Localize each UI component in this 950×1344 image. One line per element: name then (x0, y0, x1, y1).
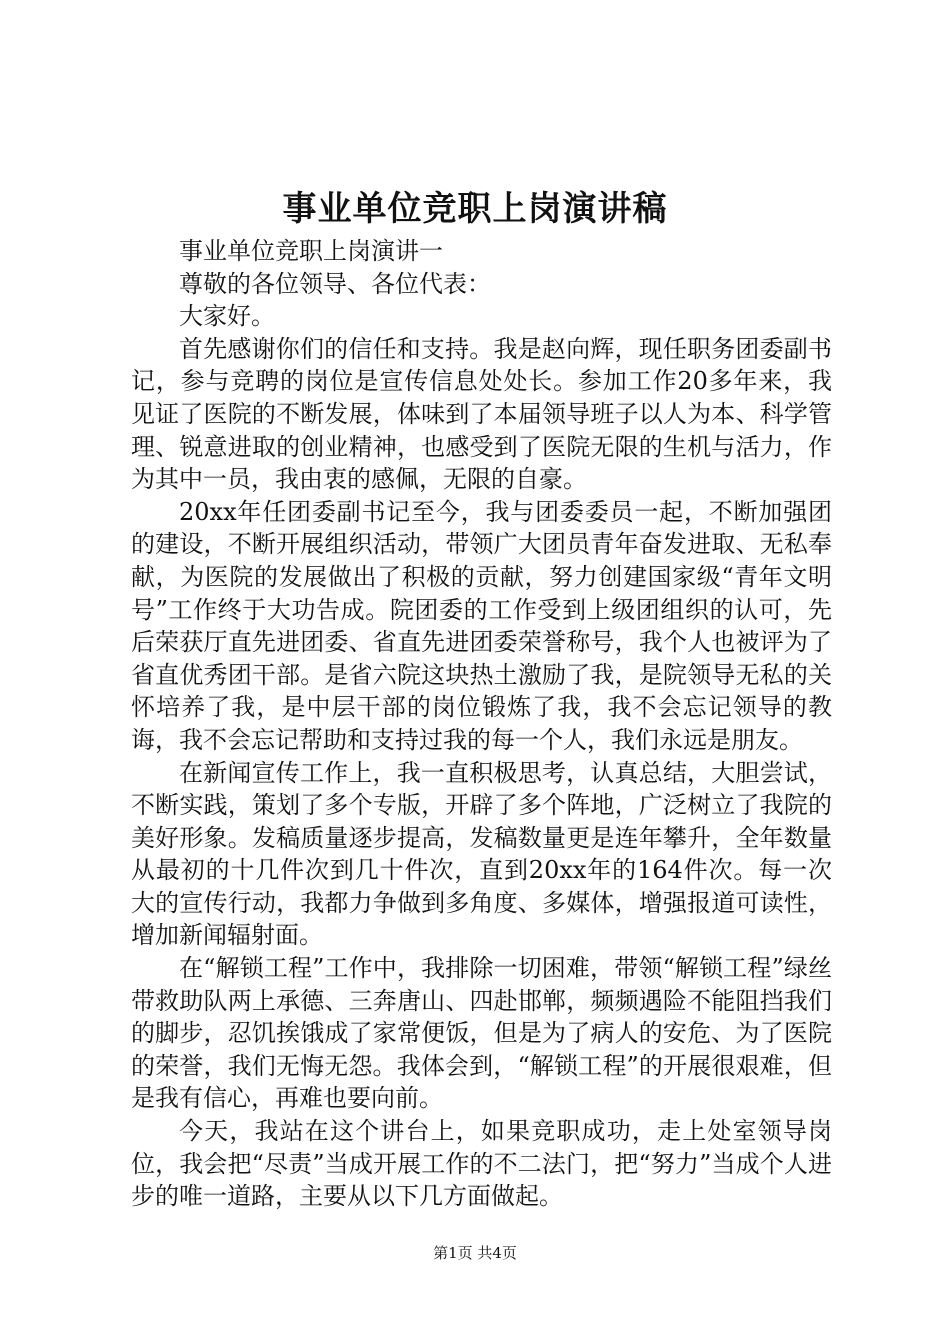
paragraph-today: 今天，我站在这个讲台上，如果竞职成功，走上处室领导岗位，我会把“尽责”当成开展工作的不二法门，把“努力”当成个人进步的唯一道路，主要从以下几方面做起。 (131, 1117, 832, 1211)
paragraph-unlock-project: 在“解锁工程”工作中，我排除一切困难，带领“解锁工程”绿丝带救助队两上承德、三奔唐山、四赴邯郸，频频遇险不能阻挡我们的脚步，忍饥挨饿成了家常便饭，但是为了病人的安危、为了医院的荣誉，我们无悔无怨。我体会到，“解锁工程”的开展很艰难，但是我有信心，再难也要向前。 (131, 954, 832, 1113)
paragraph-heading: 事业单位竞职上岗演讲一 (179, 237, 443, 265)
paragraph-news-publicity: 在新闻宣传工作上，我一直积极思考，认真总结，大胆尝试，不断实践，策划了多个专版，开辟了多个阵地，广泛树立了我院的美好形象。发稿质量逐步提高，发稿数量更是连年攀升，全年数量从最初的十几件次到几十件次，直到20xx年的164件次。每一次大的宣传行动，我都力争做到多角度、多媒体，增强报道可读性，增加新闻辐射面。 (131, 758, 832, 950)
document-title: 事业单位竞职上岗演讲稿 (282, 189, 668, 229)
page-number-footer: 第1页 共4页 (433, 1244, 517, 1262)
paragraph-salutation: 尊敬的各位领导、各位代表： (179, 269, 491, 298)
document-body (131, 235, 832, 1213)
paragraph-greeting: 大家好。 (179, 302, 275, 331)
paragraph-introduction: 首先感谢你们的信任和支持。我是赵向辉，现任职务团委副书记，参与竞聘的岗位是宣传信息处处长。参加工作20多年来，我见证了医院的不断发展，体味到了本届领导班子以人为本、科学管理、锐意进取的创业精神，也感受到了医院无限的生机与活力，作为其中一员，我由衷的感佩，无限的自豪。 (131, 334, 832, 494)
paragraph-youth-league-work: 20xx年任团委副书记至今，我与团委委员一起，不断加强团的建设，不断开展组织活动，带领广大团员青年奋发进取、无私奉献，为医院的发展做出了积极的贡献，努力创建国家级“青年文明号”工作终于大功告成。院团委的工作受到上级团组织的认可，先后荣获厅直先进团委、省直先进团委荣誉称号，我个人也被评为了省直优秀团干部。是省六院这块热土激励了我，是院领导无私的关怀培养了我，是中层干部的岗位锻炼了我，我不会忘记领导的教诲，我不会忘记帮助和支持过我的每一个人，我们永远是朋友。 (131, 497, 832, 754)
